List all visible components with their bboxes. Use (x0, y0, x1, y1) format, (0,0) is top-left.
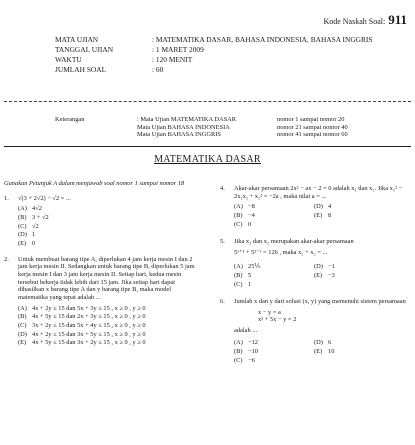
meta-row-count (55, 66, 410, 75)
question-6 (220, 298, 410, 306)
question-2 (4, 256, 200, 302)
option[interactable]: (D) 4 (314, 203, 332, 211)
meta-value: : 1 MARET 2009 (152, 44, 204, 54)
q5-options (234, 263, 410, 290)
question-text: Untuk membuat barang tipe A, diperlukan 4 jam kerja mesin I dan 2 jam kerja mesin II. Sedangkan untuk barang tipe B, diperlukan 5 jam kerja mesin I dan 3 jam kerja mesin II. Setiap hari, kedua mesin tersebut bekerja tidak lebih dari 15 jam. Jika setiap hari dapat dihasilkan x barang tipe A dan y barang tipe B, maka model matematika yang tepat adalah ... (18, 255, 195, 302)
option[interactable]: (C) √2 (18, 222, 39, 230)
question-5 (220, 238, 410, 246)
keterangan-range: nomor 21 sampai nomor 40 (277, 123, 348, 131)
left-column (4, 180, 200, 355)
q6-options (234, 339, 410, 366)
option[interactable]: (D) 6 (314, 338, 332, 346)
question-1 (4, 195, 200, 203)
option[interactable]: (D) 1 (18, 231, 36, 239)
option[interactable]: (D) −1 (314, 262, 335, 270)
meta-value: : 120 MENIT (152, 54, 193, 64)
keterangan-subject: Mata Ujian BAHASA INDONESIA (137, 123, 230, 131)
meta-key: MATA UJIAN (55, 35, 99, 44)
meta-key: JUMLAH SOAL (55, 64, 107, 74)
divider-bottom (4, 146, 411, 147)
meta-key: WAKTU (55, 54, 82, 64)
keterangan-label: Keterangan (55, 116, 85, 123)
option[interactable]: (A) 25⅕ (234, 262, 261, 270)
right-column (220, 185, 410, 374)
keterangan-range: nomor 41 sampai nomor 60 (277, 131, 348, 139)
question-text: √(3 + 2√2) − √2 = ... (18, 194, 71, 202)
keterangan-block (55, 116, 410, 139)
q6-equation-1: x − y = a (258, 308, 281, 316)
q1-options (18, 205, 200, 248)
option[interactable]: (B) 5 (234, 271, 252, 279)
option[interactable]: (C) −6 (234, 356, 255, 364)
question-number: 2. (4, 255, 9, 263)
option[interactable]: (E) 4x + 5y ≤ 15 dan 3x + 2y ≤ 15 , x ≥ 0 , y ≥ 0 (18, 339, 146, 347)
option[interactable]: (E) 0 (18, 239, 36, 247)
option[interactable]: (C) 3x + 2y ≤ 15 dan 5x + 4y ≤ 15 , x ≥ 0 , y ≥ 0 (18, 321, 146, 329)
question-number: 5. (220, 238, 225, 246)
section-title: MATEMATIKA DASAR (154, 154, 261, 165)
q6-system (258, 309, 410, 324)
meta-row-date (55, 46, 410, 55)
option[interactable]: (E) 10 (314, 347, 335, 355)
question-number: 1. (4, 194, 9, 202)
meta-value: : 60 (152, 64, 164, 74)
option[interactable]: (A) 4√2 (18, 205, 42, 213)
keterangan-subject: : Mata Ujian MATEMATIKA DASAR (137, 116, 237, 123)
question-text: Jumlah x dan y dari solusi (x, y) yang memenuhi sistem persamaan (234, 297, 406, 305)
keterangan-row (55, 116, 410, 124)
option[interactable]: (B) −10 (234, 347, 258, 355)
divider-top (4, 101, 411, 102)
kode-naskah (323, 12, 407, 28)
meta-value: : MATEMATIKA DASAR, BAHASA INDONESIA, BAHASA INGGRIS (152, 35, 373, 44)
kode-label: Kode Naskah Soal: (323, 17, 386, 26)
option[interactable]: (D) 4x + 2y ≤ 15 dan 3x + 5y ≤ 15 , x ≥ 0 , y ≥ 0 (18, 330, 146, 338)
q2-options (18, 305, 200, 348)
meta-row-time (55, 56, 410, 65)
keterangan-row (55, 131, 410, 139)
q4-options (234, 203, 410, 230)
option[interactable]: (E) 8 (314, 212, 332, 220)
question-number: 4. (220, 185, 225, 192)
option[interactable]: (B) 3 + √2 (18, 214, 49, 222)
question-4 (220, 185, 410, 200)
kode-value: 911 (388, 12, 407, 27)
option[interactable]: (B) 4x + 5y ≤ 15 dan 2x + 3y ≤ 15 , x ≥ 0 , y ≥ 0 (18, 313, 146, 321)
option[interactable]: (A) −12 (234, 338, 258, 346)
question-number: 6. (220, 297, 225, 305)
question-text: Jika x₁ dan x₂ merupakan akar-akar persamaan (234, 238, 354, 246)
option[interactable]: (A) 4x + 2y ≤ 15 dan 5x + 3y ≤ 15 , x ≥ 0 , y ≥ 0 (18, 304, 146, 312)
q6-tail: adalah ... (234, 326, 258, 334)
keterangan-row (55, 124, 410, 132)
question-text: Akar-akar persamaan 2x² − ax − 2 = 0 adalah x₁ dan x₂. Jika x₁² − 2x₁x₂ + x₂² = −2a , maka nilai a = ... (234, 185, 403, 200)
exam-meta (55, 36, 410, 76)
option[interactable]: (A) −8 (234, 203, 255, 211)
q6-equation-2: x² + 5x − y = 2 (258, 316, 297, 324)
keterangan-subject: Mata Ujian BAHASA INGGRIS (137, 131, 221, 139)
option[interactable]: (B) −4 (234, 212, 255, 220)
keterangan-range: nomor 1 sampai nomor 20 (277, 116, 345, 123)
meta-row-subject (55, 36, 410, 45)
option[interactable]: (C) 0 (234, 221, 252, 229)
option[interactable]: (C) 1 (234, 280, 252, 288)
q5-equation: 5ˣ⁺¹ + 5²⁻ˣ = 126 , maka x₁ + x₂ = ... (234, 248, 328, 256)
meta-key: TANGGAL UJIAN (55, 44, 114, 54)
instruction: Gunakan Petunjuk A dalam menjawab soal nomor 1 sampai nomor 18 (4, 180, 185, 187)
option[interactable]: (E) −3 (314, 271, 335, 279)
